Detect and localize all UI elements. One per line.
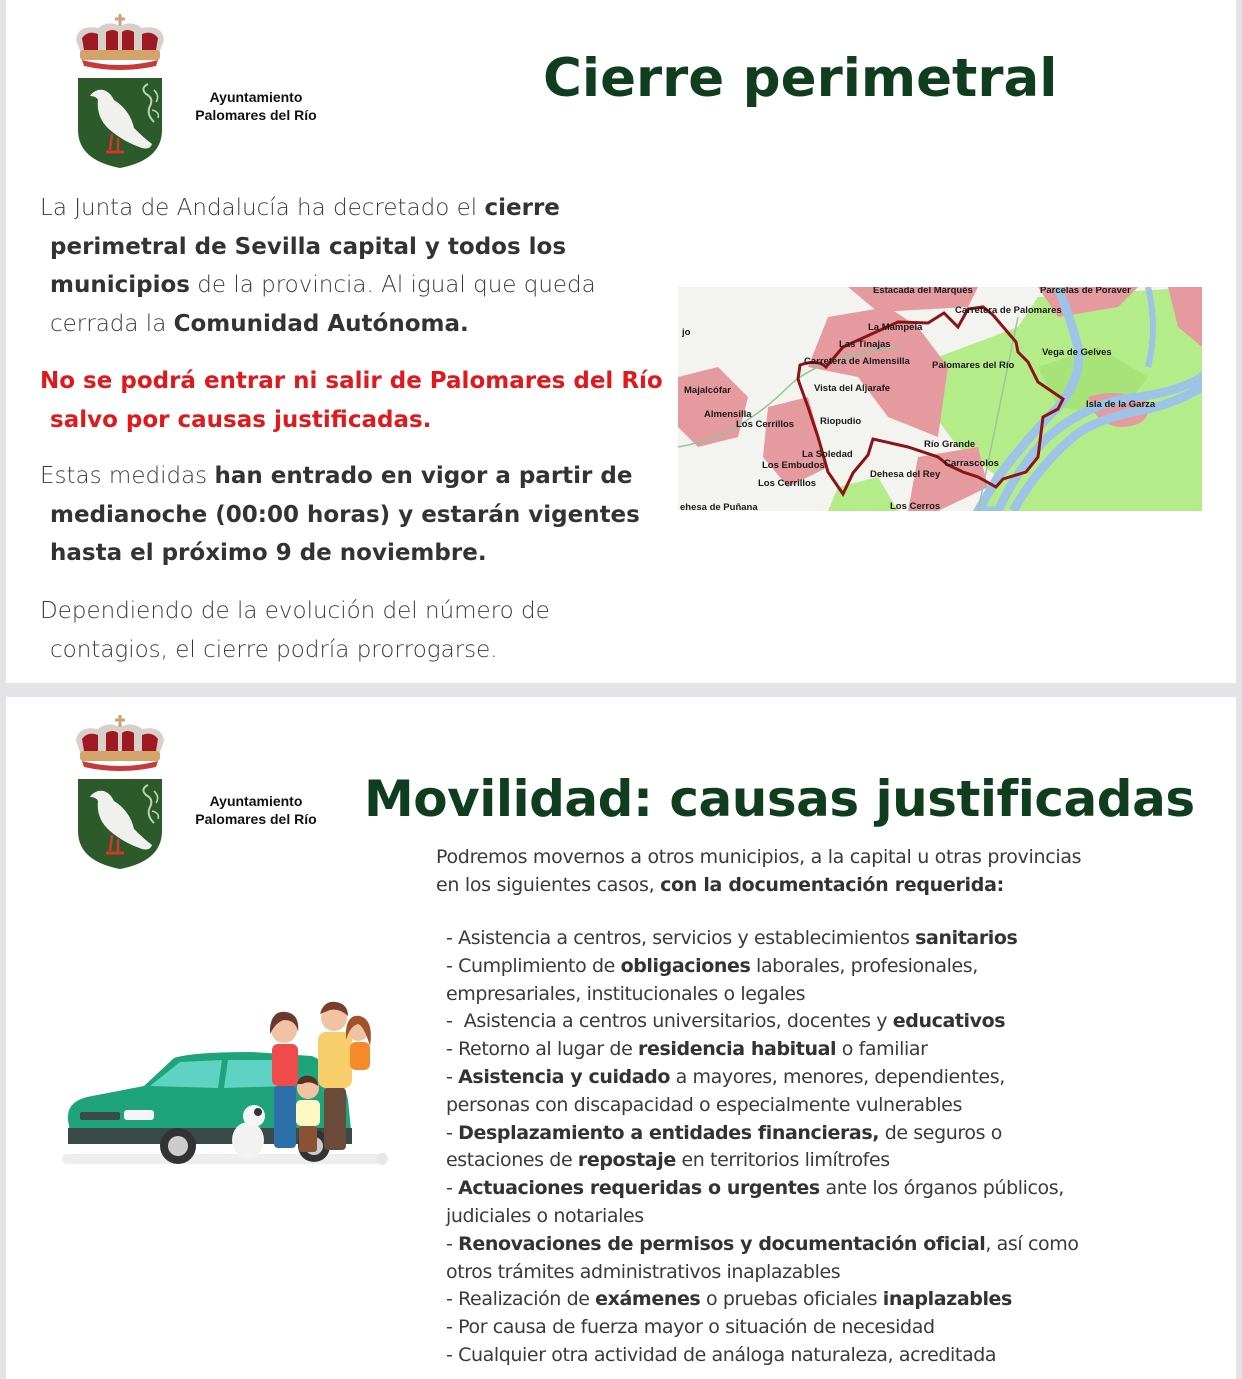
bold-text: hasta el próximo 9 de noviembre bbox=[50, 540, 478, 566]
area-map bbox=[678, 287, 1202, 511]
slide-cierre-perimetral bbox=[6, 0, 1236, 683]
map-label: Riopudio bbox=[820, 416, 862, 427]
page-title: Movilidad: causas justificadas bbox=[364, 770, 1195, 828]
org-line-2: Palomares del Río bbox=[195, 107, 317, 123]
map-label: Estacada del Marqués bbox=[873, 287, 973, 296]
paragraph-dates bbox=[40, 457, 680, 573]
slide-movilidad bbox=[6, 697, 1236, 1379]
text: en los siguientes casos, bbox=[436, 874, 661, 896]
map-label: Dehesa del Rey bbox=[870, 469, 941, 480]
map-label: Los Cerrillos bbox=[758, 478, 817, 489]
list-item: - Por causa de fuerza mayor o situación de necesidad bbox=[446, 1316, 935, 1339]
map-label: Carretera de Palomares bbox=[955, 305, 1062, 316]
bold-text: medianoche (00:00 horas) y estarán vigentes bbox=[50, 501, 640, 528]
map-label: Carretera de Almensilla bbox=[804, 356, 910, 367]
bold-text: cierre bbox=[484, 195, 560, 221]
coat-of-arms-icon bbox=[68, 10, 172, 170]
org-line-1: Ayuntamiento bbox=[209, 793, 303, 809]
intro-line-1: Podremos movernos a otros municipios, a la capital u otras provincias bbox=[436, 846, 1082, 868]
map-label: Las Tinajas bbox=[839, 339, 891, 350]
intro-line-2 bbox=[436, 871, 1226, 899]
justified-causes-list bbox=[446, 925, 1236, 1370]
list-item: - Asistencia a centros universitarios, docentes y educativos bbox=[446, 1010, 1006, 1033]
org-line-1: Ayuntamiento bbox=[209, 89, 303, 105]
map-label: La Mampela bbox=[868, 322, 923, 333]
coat-of-arms-icon bbox=[68, 711, 172, 871]
warning-line-2: salvo por causas justificadas. bbox=[50, 406, 432, 433]
map-label: Almensilla bbox=[704, 409, 752, 420]
map-label: Isla de la Garza bbox=[1086, 399, 1156, 410]
family-car-illustration bbox=[52, 1000, 392, 1172]
text: Estas medidas bbox=[40, 463, 215, 489]
map-label: Vista del Aljarafe bbox=[814, 383, 891, 394]
map-label: Vega de Gelves bbox=[1042, 347, 1112, 358]
list-item: - Cualquier otra actividad de análoga naturaleza, acreditada bbox=[446, 1343, 997, 1366]
list-item: - Realización de exámenes o pruebas oficiales inaplazables bbox=[446, 1288, 1012, 1311]
intro-text bbox=[436, 843, 1226, 899]
bold-text: Comunidad Autónoma. bbox=[173, 310, 469, 337]
list-item: - Retorno al lugar de residencia habitual o familiar bbox=[446, 1038, 928, 1061]
bold-text: han entrado en vigor a partir de bbox=[214, 463, 633, 489]
list-item: - Desplazamiento a entidades financieras, de seguros o estaciones de repostaje en territorios limítrofes bbox=[446, 1121, 1002, 1172]
bold-text: municipios bbox=[50, 272, 190, 298]
map-label: Río Grande bbox=[924, 439, 976, 450]
map-label: jo bbox=[682, 327, 691, 338]
map-label: Los Embudos bbox=[762, 460, 825, 471]
map-label: Majalcófar bbox=[684, 385, 731, 396]
page-title: Cierre perimetral bbox=[543, 48, 1058, 109]
bold-text: perimetral de Sevilla capital y todos los bbox=[50, 233, 567, 260]
map-label: Carrascolos bbox=[944, 458, 999, 469]
map-label: Palomares del Río bbox=[932, 360, 1015, 371]
organization-name bbox=[176, 88, 336, 124]
org-line-2: Palomares del Río bbox=[195, 811, 317, 827]
warning-line-1: No se podrá entrar ni salir de Palomares del Río bbox=[40, 368, 663, 394]
bold-text: con la documentación requerida: bbox=[660, 874, 1004, 896]
list-item: - Cumplimiento de obligaciones laborales, profesionales, empresariales, institucionales o legales bbox=[446, 954, 978, 1005]
organization-name bbox=[176, 792, 336, 828]
map-label: Parcelas de Poraver bbox=[1040, 287, 1131, 296]
text: La Junta de Andalucía ha decretado el bbox=[40, 195, 485, 221]
text: Dependiendo de la evolución del número de bbox=[40, 598, 550, 624]
paragraph-extension bbox=[40, 592, 680, 669]
paragraph-decree bbox=[40, 189, 680, 343]
text: contagios, el cierre podría prorrogarse. bbox=[50, 636, 498, 663]
text: cerrada la bbox=[50, 310, 174, 337]
map-label: Los Cerros bbox=[890, 501, 941, 511]
map-label: La Soledad bbox=[802, 449, 853, 460]
list-item: - Actuaciones requeridas o urgentes ante los órganos públicos, judiciales o notariales bbox=[446, 1177, 1064, 1227]
map-label: Los Cerrillos bbox=[736, 419, 795, 430]
list-item: - Renovaciones de permisos y documentación oficial, así como otros trámites administrativos inaplazables bbox=[446, 1232, 1079, 1283]
text: . bbox=[477, 540, 487, 566]
text: de la provincia. Al igual que queda bbox=[189, 272, 596, 298]
list-item: - Asistencia y cuidado a mayores, menores, dependientes, personas con discapacidad o especialmente vulnerables bbox=[446, 1065, 1005, 1116]
map-label: ehesa de Puñana bbox=[680, 502, 758, 511]
warning-text bbox=[40, 362, 680, 439]
list-item: - Asistencia a centros, servicios y establecimientos sanitarios bbox=[446, 927, 1018, 949]
